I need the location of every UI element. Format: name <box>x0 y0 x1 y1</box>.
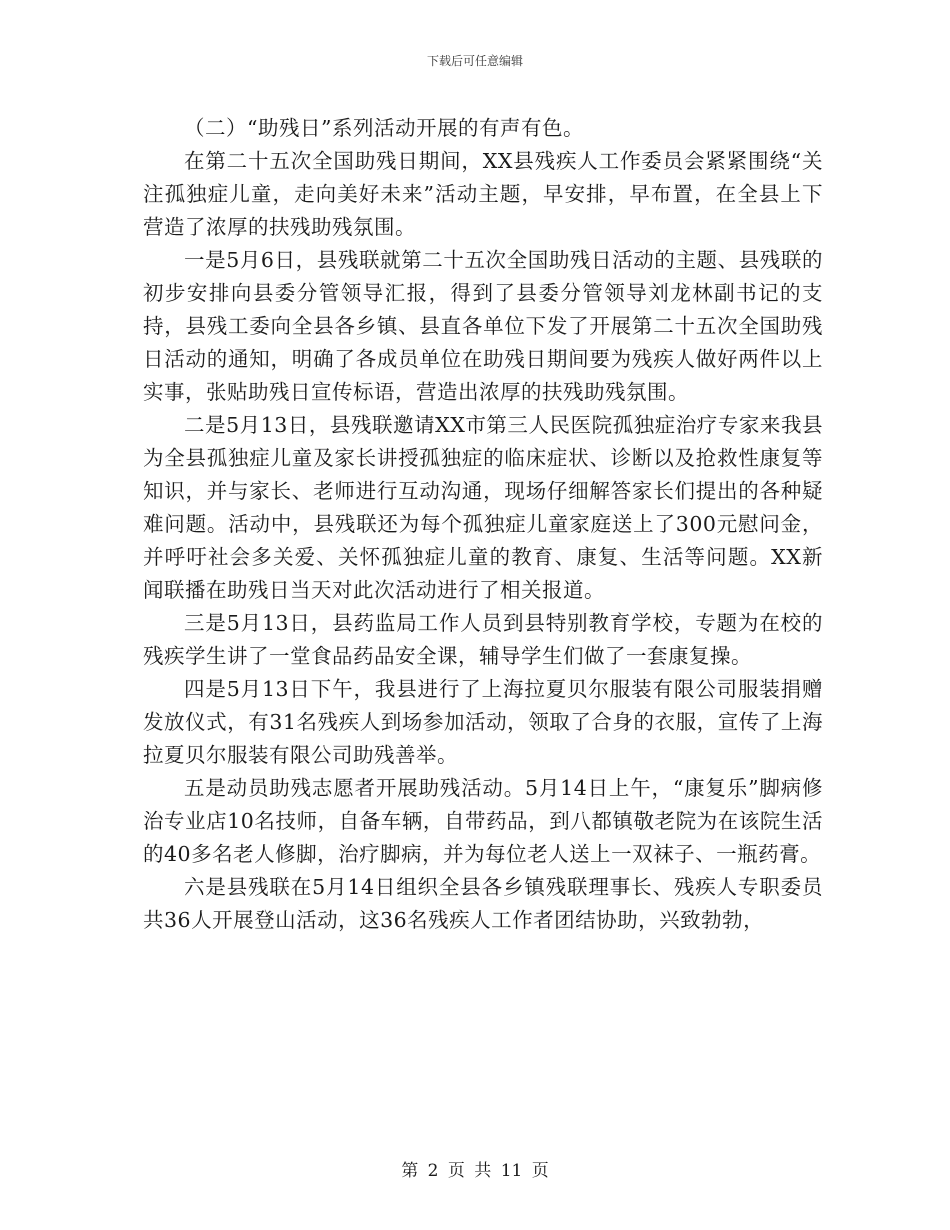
paragraph-item-2: 二是5月13日，县残联邀请XX市第三人民医院孤独症治疗专家来我县为全县孤独症儿童及家长讲授孤独症的临床症状、诊断以及抢救性康复等知识，并与家长、老师进行互动沟通，现场仔细解答家长们提出的各种疑难问题。活动中，县残联还为每个孤独症儿童家庭送上了300元慰问金，并呼吁社会多关爱、关怀孤独症儿童的教育、康复、生活等问题。XX新闻联播在助残日当天对此次活动进行了相关报道。 <box>143 413 823 602</box>
paragraph-item-4: 四是5月13日下午，我县进行了上海拉夏贝尔服装有限公司服装捐赠发放仪式，有31名残疾人到场参加活动，领取了合身的衣服，宣传了上海拉夏贝尔服装有限公司助残善举。 <box>143 677 823 767</box>
paragraph-intro: 在第二十五次全国助残日期间，XX县残疾人工作委员会紧紧围绕“关注孤独症儿童，走向美好未来”活动主题，早安排，早布置，在全县上下营造了浓厚的扶残助残氛围。 <box>143 149 823 239</box>
page-header-note: 下载后可任意编辑 <box>426 54 523 68</box>
paragraph-item-6: 六是县残联在5月14日组织全县各乡镇残联理事长、残疾人专职委员共36人开展登山活动，这36名残疾人工作者团结协助，兴致勃勃， <box>143 875 823 932</box>
paragraph-item-1: 一是5月6日，县残联就第二十五次全国助残日活动的主题、县残联的初步安排向县委分管领导汇报，得到了县委分管领导刘龙林副书记的支持，县残工委向全县各乡镇、县直各单位下发了开展第二十五次全国助残日活动的通知，明确了各成员单位在助残日期间要为残疾人做好两件以上实事，张贴助残日宣传标语，营造出浓厚的扶残助残氛围。 <box>143 248 823 404</box>
page-number-footer: 第 2 页 共 11 页 <box>401 1161 549 1181</box>
paragraph-item-3: 三是5月13日，县药监局工作人员到县特别教育学校，专题为在校的残疾学生讲了一堂食品药品安全课，辅导学生们做了一套康复操。 <box>143 611 823 668</box>
paragraph-item-5: 五是动员助残志愿者开展助残活动。5月14日上午，“康复乐”脚病修治专业店10名技师，自备车辆，自带药品，到八都镇敬老院为在该院生活的40多名老人修脚，治疗脚病，并为每位老人送上一双袜子、一瓶药膏。 <box>143 776 823 866</box>
paragraph-heading: （二）“助残日”系列活动开展的有声有色。 <box>184 116 584 140</box>
document-body <box>143 112 823 937</box>
